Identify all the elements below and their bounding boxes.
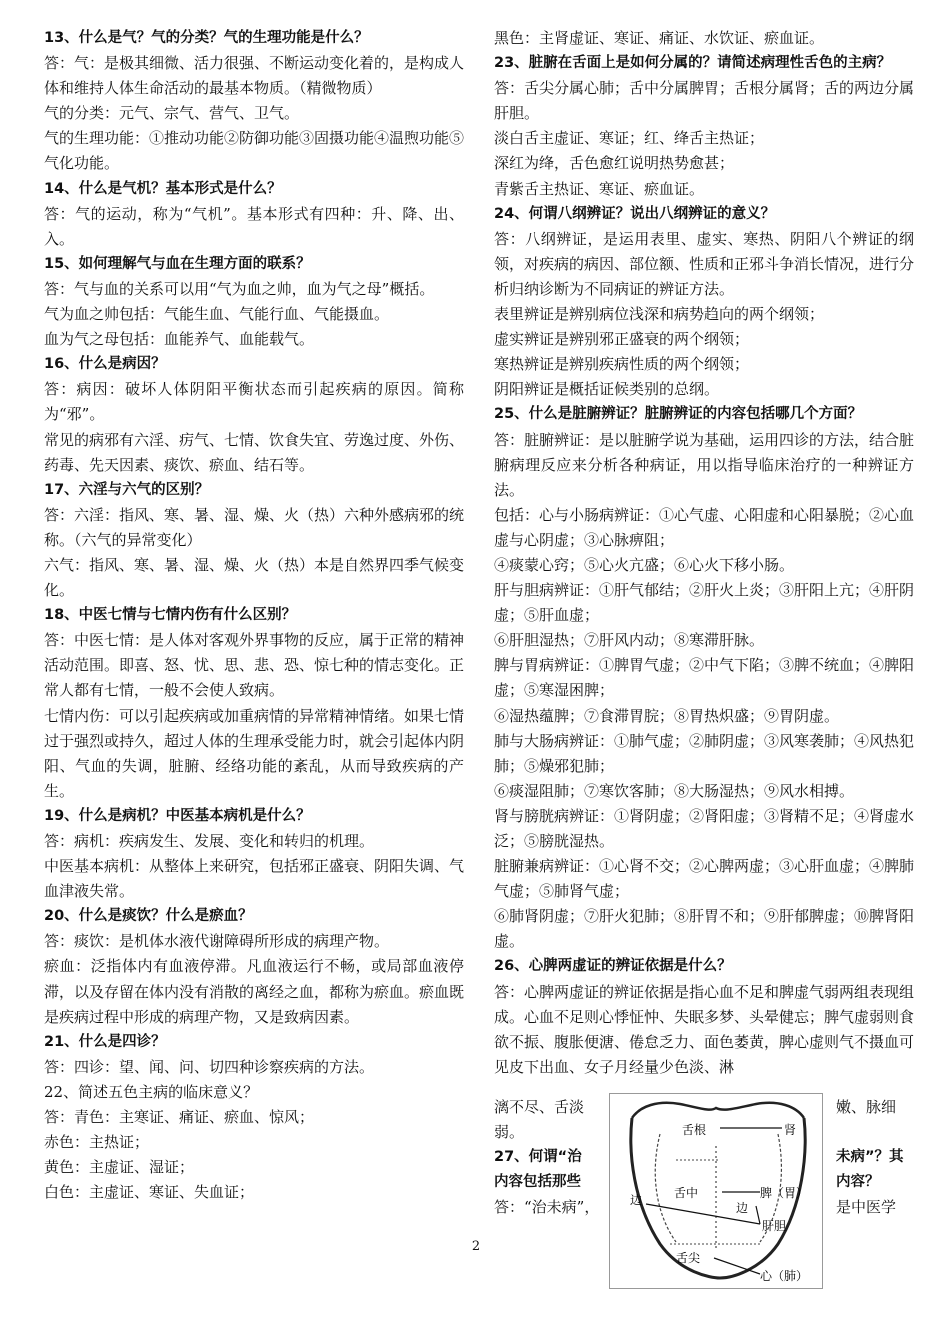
- answer-text: 寒热辨证是辨别疾病性质的两个纲领；: [494, 355, 750, 374]
- label-tongue-root: 舌根: [682, 1123, 707, 1137]
- answer-text: 答：脏腑辨证：是以脏腑学说为基础，运用四诊的方法，结合脏腑病理反应来分析各种病证，用以指导临床治疗的一种辨证方法。: [494, 430, 914, 499]
- tongue-diagram-figure: [609, 1093, 823, 1289]
- answer-text: 答：四诊：望、闻、问、切四种诊察疾病的方法。: [44, 1057, 375, 1076]
- answer-text: 七情内伤：可以引起疾病或加重病情的异常精神情绪。如果七情过于强烈或持久，超过人体的生理承受能力时，就会引起体内阴阳、气血的失调，脏腑、经络功能的紊乱，从而导致疾病的产生。: [44, 706, 464, 800]
- answer-text: 肺与大肠病辨证：①肺气虚；②肺阴虚；③风寒袭肺；④风热犯肺；⑤燥邪犯肺；: [494, 731, 914, 775]
- answer-text: 漓不尽、舌淡: [494, 1098, 585, 1116]
- answer-text: 答：八纲辨证，是运用表里、虚实、寒热、阴阳八个辨证的纲领，对疾病的病因、部位额、性质和正邪斗争消长情况，进行分析归纳诊断为不同病证的辨证方法。: [494, 229, 914, 298]
- answer-text: ⑥肝胆湿热；⑦肝风内动；⑧寒滞肝脉。: [494, 631, 765, 650]
- label-edge-right: 边: [736, 1201, 749, 1215]
- answer-text: 肝与胆病辨证：①肝气郁结；②肝火上炎；③肝阳上亢；④肝阴虚；⑤肝血虚；: [494, 581, 914, 625]
- answer-text: 青紫舌主热证、寒证、瘀血证。: [494, 179, 705, 198]
- question-heading: 16、什么是病因？: [44, 356, 166, 373]
- question-heading: 内容？: [836, 1174, 880, 1190]
- answer-text: 答：气的运动，称为“气机”。基本形式有四种：升、降、出、入。: [44, 204, 464, 248]
- question-heading: 14、什么是气机？基本形式是什么？: [44, 180, 282, 197]
- answer-text: 答：痰饮：是机体水液代谢障碍所形成的病理产物。: [44, 932, 390, 951]
- liver-pointer-right: [756, 1206, 760, 1224]
- answer-text: 嫩、脉细: [836, 1098, 897, 1116]
- left-column: [44, 26, 464, 1205]
- answer-text: 血为气之母包括：血能养气、血能载气。: [44, 330, 315, 349]
- answer-text: 答：病机：疾病发生、发展、变化和转归的机理。: [44, 832, 375, 850]
- answer-text: 表里辨证是辨别病位浅深和病势趋向的两个纲领；: [494, 305, 825, 324]
- answer-text: 气的分类：元气、宗气、营气、卫气。: [44, 104, 300, 123]
- answer-text: 脾与胃病辨证：①脾胃气虚；②中气下陷；③脾不统血；④脾阳虚；⑤寒湿困脾；: [494, 656, 914, 700]
- answer-text: 中医基本病机：从整体上来研究，包括邪正盛衰、阴阳失调、气血津液失常。: [44, 857, 464, 901]
- answer-text: ⑥痰湿阻肺；⑦寒饮客肺；⑧大肠湿热；⑨风水相搏。: [494, 781, 855, 800]
- answer-text: 答：六淫：指风、寒、暑、湿、燥、火（热）六种外感病邪的统称。（六气的异常变化）: [44, 505, 464, 549]
- answer-text: 瘀血：泛指体内有血液停滞。凡血液运行不畅，或局部血液停滞，以及存留在体内没有消散的离经之血，都称为瘀血。瘀血既是疾病过程中形成的病理产物，又是致病因素。: [44, 957, 464, 1026]
- question-heading: 内容包括那些: [494, 1174, 581, 1190]
- answer-text: 答：舌尖分属心肺；舌中分属脾胃；舌根分属肾；舌的两边分属肝胆。: [494, 79, 914, 123]
- answer-text: ⑥湿热蕴脾；⑦食滞胃脘；⑧胃热炽盛；⑨胃阴虚。: [494, 706, 840, 725]
- question-heading: 13、什么是气？气的分类？气的生理功能是什么？: [44, 30, 369, 46]
- answer-text: 黑色：主肾虚证、寒证、痛证、水饮证、瘀血证。: [494, 29, 825, 47]
- answer-text: 弱。: [494, 1123, 525, 1141]
- question-heading: 18、中医七情与七情内伤有什么区别？: [44, 607, 297, 624]
- answer-text: 答：青色：主寒证、痛证、瘀血、惊风；: [44, 1108, 315, 1127]
- answer-text: 22、简述五色主病的临床意义？: [44, 1082, 259, 1101]
- label-tongue-middle: 舌中: [674, 1186, 699, 1200]
- answer-text: 答：病因：破坏人体阴阳平衡状态而引起疾病的原因。简称为“邪”。: [44, 380, 464, 424]
- answer-text: 气为血之帅包括：气能生血、气能行血、气能摄血。: [44, 305, 390, 324]
- answer-text: 答：中医七情：是人体对客观外界事物的反应，属于正常的精神活动范围。即喜、怒、忧、思、悲、恐、惊七种的情志变化。正常人都有七情，一般不会使人致病。: [44, 631, 464, 700]
- right-column: [494, 26, 914, 1224]
- question-heading: 15、如何理解气与血在生理方面的联系？: [44, 255, 311, 272]
- answer-text: 六气：指风、寒、暑、湿、燥、火（热）本是自然界四季气候变化。: [44, 555, 464, 600]
- label-tongue-tip: 舌尖: [676, 1251, 701, 1265]
- answer-text: 淡白舌主虚证、寒证；红、绛舌主热证；: [494, 129, 765, 148]
- answer-text: 是中医学: [836, 1198, 897, 1216]
- question-heading: 24、何谓八纲辨证？说出八纲辨证的意义？: [494, 205, 776, 222]
- page-number: 2: [471, 1239, 481, 1254]
- answer-text: 答：心脾两虚证的辨证依据是指心血不足和脾虚气弱两组表现组成。心血不足则心悸怔忡、失眠多梦、头晕健忘；脾气虚弱则食欲不振、腹胀便溏、倦怠乏力、面色萎黄，脾心虚则气不摄血可见皮下出血、女子月经量少色淡、淋: [494, 982, 914, 1076]
- question-heading: 26、心脾两虚证的辨证依据是什么？: [494, 958, 732, 975]
- question-heading: 19、什么是病机？中医基本病机是什么？: [44, 807, 311, 824]
- answer-text: 黄色：主虚证、湿证；: [44, 1158, 195, 1177]
- question-heading: 21、什么是四诊？: [44, 1033, 166, 1050]
- answer-text: ⑥肺肾阴虚；⑦肝火犯肺；⑧肝胃不和；⑨肝郁脾虚；⑩脾肾阳虚。: [494, 907, 914, 951]
- question-heading: 25、什么是脏腑辨证？脏腑辨证的内容包括哪几个方面？: [494, 406, 863, 423]
- tongue-root-edge: [632, 1103, 804, 1118]
- answer-text: 答：“治未病”，: [494, 1198, 600, 1216]
- answer-text: 常见的病邪有六淫、疠气、七情、饮食失宜、劳逸过度、外伤、药毒、先天因素、痰饮、瘀血、结石等。: [44, 430, 464, 474]
- answer-text: ④痰蒙心窍；⑤心火亢盛；⑥心火下移小肠。: [494, 555, 795, 574]
- label-edge-left: 边: [630, 1193, 643, 1207]
- question-heading: 20、什么是痰饮？什么是瘀血？: [44, 908, 253, 925]
- answer-text: 答：气：是极其细微、活力很强、不断运动变化着的，是构成人体和维持人体生命活动的最基本物质。（精微物质）: [44, 54, 464, 98]
- answer-text: 阴阳辨证是概括证候类别的总纲。: [494, 380, 720, 399]
- answer-text: 白色：主虚证、寒证、失血证；: [44, 1183, 255, 1202]
- answer-text: 赤色：主热证；: [44, 1133, 150, 1152]
- answer-text: 脏腑兼病辨证：①心肾不交；②心脾两虚；③心肝血虚；④脾肺气虚；⑤肺肾气虚；: [494, 857, 914, 901]
- label-heart-lung: 心（肺）: [760, 1269, 809, 1283]
- answer-text: 气的生理功能：①推动功能②防御功能③固摄功能④温煦功能⑤气化功能。: [44, 129, 464, 173]
- answer-text: 深红为绛，舌色愈红说明热势愈甚；: [494, 154, 735, 173]
- answer-text: 答：气与血的关系可以用“气为血之帅，血为气之母”概括。: [44, 279, 435, 298]
- left-edge-zone: [655, 1134, 676, 1242]
- label-kidney: 肾: [784, 1123, 797, 1137]
- question-heading: 未病”？其: [836, 1149, 904, 1165]
- label-liver-gallbladder: 肝胆: [762, 1219, 787, 1233]
- answer-text: 肾与膀胱病辨证：①肾阴虚；②肾阳虚；③肾精不足；④肾虚水泛；⑤膀胱湿热。: [494, 806, 914, 850]
- tongue-diagram: [610, 1094, 822, 1288]
- question-heading: 23、脏腑在舌面上是如何分属的？请简述病理性舌色的主病？: [494, 55, 892, 72]
- answer-text: 虚实辨证是辨别邪正盛衰的两个纲领；: [494, 330, 750, 349]
- answer-text: 包括：心与小肠病辨证：①心气虚、心阳虚和心阳暴脱；②心血虚与心阴虚；③心脉痹阻；: [494, 505, 914, 549]
- question-heading: 27、何谓“治: [494, 1149, 582, 1165]
- question-heading: 17、六淫与六气的区别？: [44, 481, 210, 498]
- label-spleen-stomach: 脾（胃）: [760, 1186, 809, 1200]
